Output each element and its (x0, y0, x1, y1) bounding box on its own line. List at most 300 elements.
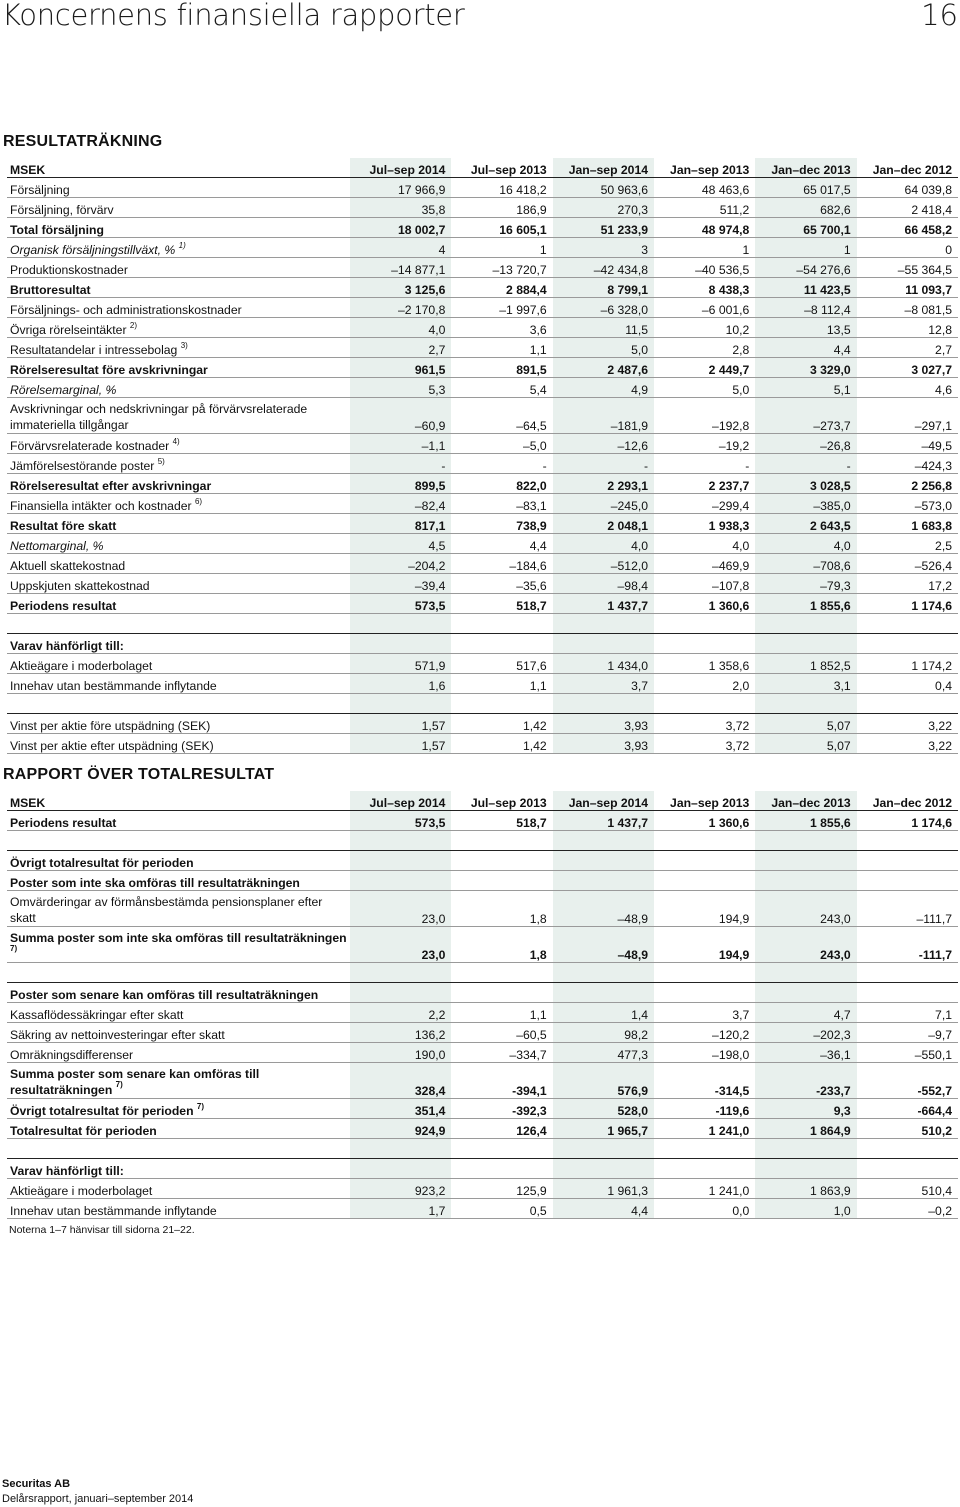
table-row (7, 454, 958, 474)
value-cell: 9,3 (755, 1099, 856, 1119)
value-cell: –0,2 (857, 1199, 958, 1219)
row-label-text: Övrigt totalresultat för perioden (10, 1104, 194, 1118)
empty-cell (350, 1159, 451, 1179)
empty-cell (755, 983, 856, 1003)
comprehensive-income-heading: RAPPORT ÖVER TOTALRESULTAT (3, 766, 275, 783)
value-cell: 2 237,7 (654, 474, 755, 494)
row-label-text: Aktieägare i moderbolaget (10, 659, 153, 673)
value-cell: 65 700,1 (755, 218, 856, 238)
value-cell: 817,1 (350, 514, 451, 534)
value-cell: 17,2 (857, 574, 958, 594)
value-cell: 1 434,0 (553, 654, 654, 674)
value-cell: 1 938,3 (654, 514, 755, 534)
empty-cell (654, 1159, 755, 1179)
value-cell: –64,5 (451, 398, 552, 434)
column-header-unit: MSEK (7, 791, 350, 811)
row-label-text: Jämförelsestörande poster (10, 459, 155, 473)
row-label (7, 891, 350, 927)
column-header: Jan–sep 2013 (654, 791, 755, 811)
attribution-heading-row (7, 634, 958, 654)
reclassified-heading-row (7, 983, 958, 1003)
value-cell: –26,8 (755, 434, 856, 454)
footer-company: Securitas AB (2, 1478, 71, 1490)
value-cell: -233,7 (755, 1063, 856, 1099)
row-label-text: Total försäljning (10, 223, 104, 237)
empty-cell (553, 634, 654, 654)
value-cell: 1 360,6 (654, 811, 755, 831)
footnote-ref: 2) (129, 321, 138, 330)
value-cell: - (350, 454, 451, 474)
value-cell: 1,0 (755, 1199, 856, 1219)
value-cell: 1 437,7 (553, 594, 654, 614)
row-label (7, 574, 350, 594)
value-cell: 0,4 (857, 674, 958, 694)
row-label-text: Innehav utan bestämmande inflytande (10, 679, 217, 693)
empty-cell (7, 694, 350, 714)
empty-cell (857, 851, 958, 871)
table-row (7, 1179, 958, 1199)
table-row (7, 534, 958, 554)
row-label-text: Övriga rörelseintäkter (10, 323, 127, 337)
value-cell: 4,4 (553, 1199, 654, 1219)
value-cell: 517,6 (451, 654, 552, 674)
value-cell: 1 864,9 (755, 1119, 856, 1139)
empty-cell (7, 963, 350, 983)
value-cell: 3,22 (857, 734, 958, 754)
column-header: Jan–sep 2014 (553, 158, 654, 178)
value-cell: 125,9 (451, 1179, 552, 1199)
value-cell: 243,0 (755, 927, 856, 963)
value-cell: 2,5 (857, 534, 958, 554)
empty-cell (350, 634, 451, 654)
value-cell: 3,7 (654, 1003, 755, 1023)
value-cell: 891,5 (451, 358, 552, 378)
value-cell: -392,3 (451, 1099, 552, 1119)
table-row (7, 1043, 958, 1063)
row-label-text: Resultatandelar i intressebolag (10, 343, 178, 357)
table-row (7, 674, 958, 694)
value-cell: 1 (451, 238, 552, 258)
row-label (7, 1043, 350, 1063)
row-label (7, 927, 350, 963)
row-label (7, 398, 350, 434)
value-cell: –111,7 (857, 891, 958, 927)
empty-cell (451, 694, 552, 714)
value-cell: 0 (857, 238, 958, 258)
empty-cell (451, 871, 552, 891)
value-cell: 66 458,2 (857, 218, 958, 238)
table-row (7, 714, 958, 734)
value-cell: –60,9 (350, 398, 451, 434)
value-cell: 4,7 (755, 1003, 856, 1023)
empty-cell (755, 963, 856, 983)
value-cell: 518,7 (451, 594, 552, 614)
value-cell: 961,5 (350, 358, 451, 378)
empty-cell (553, 614, 654, 634)
empty-cell (350, 871, 451, 891)
empty-cell (755, 831, 856, 851)
value-cell: –8 112,4 (755, 298, 856, 318)
value-cell: 1 (654, 238, 755, 258)
row-label-text: Organisk försäljningstillväxt, % (10, 243, 176, 257)
value-cell: 136,2 (350, 1023, 451, 1043)
value-cell: 1,7 (350, 1199, 451, 1219)
value-cell: 576,9 (553, 1063, 654, 1099)
table-row (7, 338, 958, 358)
empty-cell (654, 871, 755, 891)
value-cell: 18 002,7 (350, 218, 451, 238)
row-label-text: Uppskjuten skattekostnad (10, 579, 150, 593)
value-cell: 3 027,7 (857, 358, 958, 378)
value-cell: –245,0 (553, 494, 654, 514)
row-label-text: Aktuell skattekostnad (10, 559, 126, 573)
value-cell: –299,4 (654, 494, 755, 514)
other-comprehensive-heading-row (7, 851, 958, 871)
value-cell: 923,2 (350, 1179, 451, 1199)
spacer-row (7, 614, 958, 634)
value-cell: –204,2 (350, 554, 451, 574)
value-cell: 1,8 (451, 891, 552, 927)
column-header: Jul–sep 2013 (451, 158, 552, 178)
value-cell: –35,6 (451, 574, 552, 594)
row-label (7, 534, 350, 554)
value-cell: –297,1 (857, 398, 958, 434)
value-cell: 1,8 (451, 927, 552, 963)
row-label-text: Aktieägare i moderbolaget (10, 1184, 153, 1198)
value-cell: –54 276,6 (755, 258, 856, 278)
value-cell: –273,7 (755, 398, 856, 434)
empty-cell (350, 694, 451, 714)
value-cell: 924,9 (350, 1119, 451, 1139)
value-cell: 3 028,5 (755, 474, 856, 494)
value-cell: –49,5 (857, 434, 958, 454)
table-row (7, 218, 958, 238)
value-cell: - (451, 454, 552, 474)
value-cell: -119,6 (654, 1099, 755, 1119)
value-cell: 5,0 (553, 338, 654, 358)
value-cell: 186,9 (451, 198, 552, 218)
value-cell: 48 974,8 (654, 218, 755, 238)
empty-cell (755, 1159, 856, 1179)
value-cell: 3 125,6 (350, 278, 451, 298)
value-cell: –98,4 (553, 574, 654, 594)
value-cell: 1 855,6 (755, 811, 856, 831)
footnote-ref: 6) (194, 497, 203, 506)
value-cell: 1 852,5 (755, 654, 856, 674)
value-cell: 573,5 (350, 811, 451, 831)
column-header-unit: MSEK (7, 158, 350, 178)
empty-cell (654, 963, 755, 983)
value-cell: 12,8 (857, 318, 958, 338)
value-cell: 3,22 (857, 714, 958, 734)
row-label (7, 278, 350, 298)
empty-cell (857, 614, 958, 634)
value-cell: - (553, 454, 654, 474)
value-cell: –469,9 (654, 554, 755, 574)
empty-cell (654, 983, 755, 1003)
value-cell: 822,0 (451, 474, 552, 494)
value-cell: 48 463,6 (654, 178, 755, 198)
value-cell: 1,6 (350, 674, 451, 694)
empty-cell (451, 1159, 552, 1179)
row-label (7, 1199, 350, 1219)
value-cell: 4,9 (553, 378, 654, 398)
value-cell: –184,6 (451, 554, 552, 574)
value-cell: –1 997,6 (451, 298, 552, 318)
table-row (7, 811, 958, 831)
table-row (7, 398, 958, 434)
table-row (7, 1063, 958, 1099)
empty-cell (553, 1159, 654, 1179)
value-cell: 194,9 (654, 891, 755, 927)
value-cell: –120,2 (654, 1023, 755, 1043)
table-row (7, 554, 958, 574)
table-row (7, 198, 958, 218)
row-label-text: Rörelsemarginal, % (10, 383, 117, 397)
value-cell: 0,0 (654, 1199, 755, 1219)
row-heading: Varav hänförligt till: (7, 634, 350, 654)
value-cell: 5,07 (755, 714, 856, 734)
row-label (7, 178, 350, 198)
empty-cell (857, 983, 958, 1003)
row-label-text: Resultat före skatt (10, 519, 117, 533)
value-cell: 4 (350, 238, 451, 258)
value-cell: 1 174,6 (857, 811, 958, 831)
row-label-text: Totalresultat för perioden (10, 1124, 157, 1138)
value-cell: 98,2 (553, 1023, 654, 1043)
footnote-ref: 3) (180, 341, 188, 350)
empty-cell (654, 694, 755, 714)
value-cell: 5,1 (755, 378, 856, 398)
row-label (7, 1179, 350, 1199)
value-cell: 1 241,0 (654, 1119, 755, 1139)
row-heading: Övrigt totalresultat för perioden (7, 851, 350, 871)
table-row (7, 1199, 958, 1219)
value-cell: 510,2 (857, 1119, 958, 1139)
value-cell: 2 418,4 (857, 198, 958, 218)
empty-cell (755, 851, 856, 871)
value-cell: –708,6 (755, 554, 856, 574)
value-cell: 11 423,5 (755, 278, 856, 298)
value-cell: –424,3 (857, 454, 958, 474)
empty-cell (350, 983, 451, 1003)
value-cell: 51 233,9 (553, 218, 654, 238)
value-cell: 738,9 (451, 514, 552, 534)
empty-cell (451, 1139, 552, 1159)
table-row (7, 1119, 958, 1139)
value-cell: 573,5 (350, 594, 451, 614)
value-cell: - (654, 454, 755, 474)
value-cell: 243,0 (755, 891, 856, 927)
row-label (7, 358, 350, 378)
row-label-text: Periodens resultat (10, 816, 117, 830)
value-cell: 3,6 (451, 318, 552, 338)
value-cell: –48,9 (553, 891, 654, 927)
value-cell: -664,4 (857, 1099, 958, 1119)
value-cell: –107,8 (654, 574, 755, 594)
row-label (7, 1003, 350, 1023)
value-cell: 23,0 (350, 927, 451, 963)
row-label (7, 514, 350, 534)
row-label-text: Summa poster som senare kan omföras till resultaträkningen (10, 1067, 260, 1097)
table-row (7, 734, 958, 754)
row-label-text: Finansiella intäkter och kostnader (10, 499, 192, 513)
page-number: 16 (921, 0, 958, 32)
column-header: Jul–sep 2014 (350, 158, 451, 178)
value-cell: –512,0 (553, 554, 654, 574)
value-cell: –83,1 (451, 494, 552, 514)
value-cell: 2 884,4 (451, 278, 552, 298)
empty-cell (654, 851, 755, 871)
value-cell: 11,5 (553, 318, 654, 338)
value-cell: 1 358,6 (654, 654, 755, 674)
empty-cell (755, 694, 856, 714)
row-label (7, 378, 350, 398)
empty-cell (857, 1159, 958, 1179)
empty-cell (654, 831, 755, 851)
value-cell: –40 536,5 (654, 258, 755, 278)
value-cell: -552,7 (857, 1063, 958, 1099)
footer-report: Delårsrapport, januari–september 2014 (2, 1493, 194, 1505)
row-label-text: Summa poster som inte ska omföras till resultaträkningen (10, 931, 347, 945)
row-label (7, 714, 350, 734)
value-cell: 3 329,0 (755, 358, 856, 378)
table-row (7, 1099, 958, 1119)
table-row (7, 318, 958, 338)
table-row (7, 178, 958, 198)
row-label-text: Periodens resultat (10, 599, 117, 613)
row-label-text: Vinst per aktie efter utspädning (SEK) (10, 739, 214, 753)
empty-cell (857, 871, 958, 891)
empty-cell (7, 1139, 350, 1159)
empty-cell (451, 831, 552, 851)
empty-cell (857, 634, 958, 654)
footnote: Noterna 1–7 hänvisar till sidorna 21–22. (9, 1224, 195, 1236)
value-cell: -394,1 (451, 1063, 552, 1099)
row-label-text: Försäljning (10, 183, 70, 197)
row-label (7, 454, 350, 474)
value-cell: –526,4 (857, 554, 958, 574)
value-cell: 126,4 (451, 1119, 552, 1139)
table-row (7, 514, 958, 534)
value-cell: 1 683,8 (857, 514, 958, 534)
row-label (7, 1119, 350, 1139)
row-label-text: Omvärderingar av förmånsbestämda pensionsplaner efter skatt (10, 895, 323, 925)
empty-cell (553, 831, 654, 851)
value-cell: –9,7 (857, 1023, 958, 1043)
empty-cell (451, 634, 552, 654)
value-cell: 477,3 (553, 1043, 654, 1063)
value-cell: 13,5 (755, 318, 856, 338)
value-cell: 1 360,6 (654, 594, 755, 614)
value-cell: 3,93 (553, 734, 654, 754)
table-row (7, 494, 958, 514)
value-cell: –12,6 (553, 434, 654, 454)
empty-cell (553, 983, 654, 1003)
row-label (7, 494, 350, 514)
value-cell: 2,7 (350, 338, 451, 358)
row-label (7, 734, 350, 754)
value-cell: 1 863,9 (755, 1179, 856, 1199)
row-label-text: Rörelseresultat efter avskrivningar (10, 479, 212, 493)
value-cell: 1 174,6 (857, 594, 958, 614)
empty-cell (755, 614, 856, 634)
value-cell: 899,5 (350, 474, 451, 494)
value-cell: 571,9 (350, 654, 451, 674)
value-cell: 65 017,5 (755, 178, 856, 198)
value-cell: -314,5 (654, 1063, 755, 1099)
value-cell: 328,4 (350, 1063, 451, 1099)
value-cell: –8 081,5 (857, 298, 958, 318)
value-cell: –2 170,8 (350, 298, 451, 318)
row-label-text: Säkring av nettoinvesteringar efter skatt (10, 1028, 225, 1042)
value-cell: 194,9 (654, 927, 755, 963)
empty-cell (7, 831, 350, 851)
row-label (7, 258, 350, 278)
spacer-row (7, 831, 958, 851)
table-row (7, 258, 958, 278)
value-cell: 8 438,3 (654, 278, 755, 298)
value-cell: 2,2 (350, 1003, 451, 1023)
empty-cell (451, 851, 552, 871)
value-cell: –82,4 (350, 494, 451, 514)
spacer-row (7, 1139, 958, 1159)
empty-cell (350, 614, 451, 634)
column-header: Jan–dec 2012 (857, 791, 958, 811)
value-cell: 510,4 (857, 1179, 958, 1199)
row-label (7, 1099, 350, 1119)
value-cell: 4,0 (755, 534, 856, 554)
value-cell: 2 643,5 (755, 514, 856, 534)
value-cell: 1,1 (451, 674, 552, 694)
income-statement-table (7, 158, 958, 754)
value-cell: –6 001,6 (654, 298, 755, 318)
row-label-text: Bruttoresultat (10, 283, 91, 297)
value-cell: 1 855,6 (755, 594, 856, 614)
value-cell: 1,42 (451, 714, 552, 734)
value-cell: 1 174,2 (857, 654, 958, 674)
empty-cell (857, 1139, 958, 1159)
value-cell: 1 (755, 238, 856, 258)
row-label (7, 434, 350, 454)
value-cell: 1 965,7 (553, 1119, 654, 1139)
empty-cell (654, 1139, 755, 1159)
value-cell: 3,72 (654, 734, 755, 754)
value-cell: 1,1 (451, 1003, 552, 1023)
row-label-text: Avskrivningar och nedskrivningar på förvärvsrelaterade immateriella tillgångar (10, 402, 308, 432)
value-cell: –36,1 (755, 1043, 856, 1063)
value-cell: 4,0 (654, 534, 755, 554)
value-cell: 7,1 (857, 1003, 958, 1023)
empty-cell (553, 1139, 654, 1159)
empty-cell (451, 983, 552, 1003)
value-cell: 23,0 (350, 891, 451, 927)
table-row (7, 278, 958, 298)
value-cell: –79,3 (755, 574, 856, 594)
table-row (7, 654, 958, 674)
value-cell: -111,7 (857, 927, 958, 963)
value-cell: 2 293,1 (553, 474, 654, 494)
value-cell: –13 720,7 (451, 258, 552, 278)
value-cell: 511,2 (654, 198, 755, 218)
value-cell: 4,4 (451, 534, 552, 554)
value-cell: 2 048,1 (553, 514, 654, 534)
column-header: Jan–sep 2014 (553, 791, 654, 811)
row-label (7, 298, 350, 318)
value-cell: 5,3 (350, 378, 451, 398)
value-cell: 3,93 (553, 714, 654, 734)
value-cell: 50 963,6 (553, 178, 654, 198)
